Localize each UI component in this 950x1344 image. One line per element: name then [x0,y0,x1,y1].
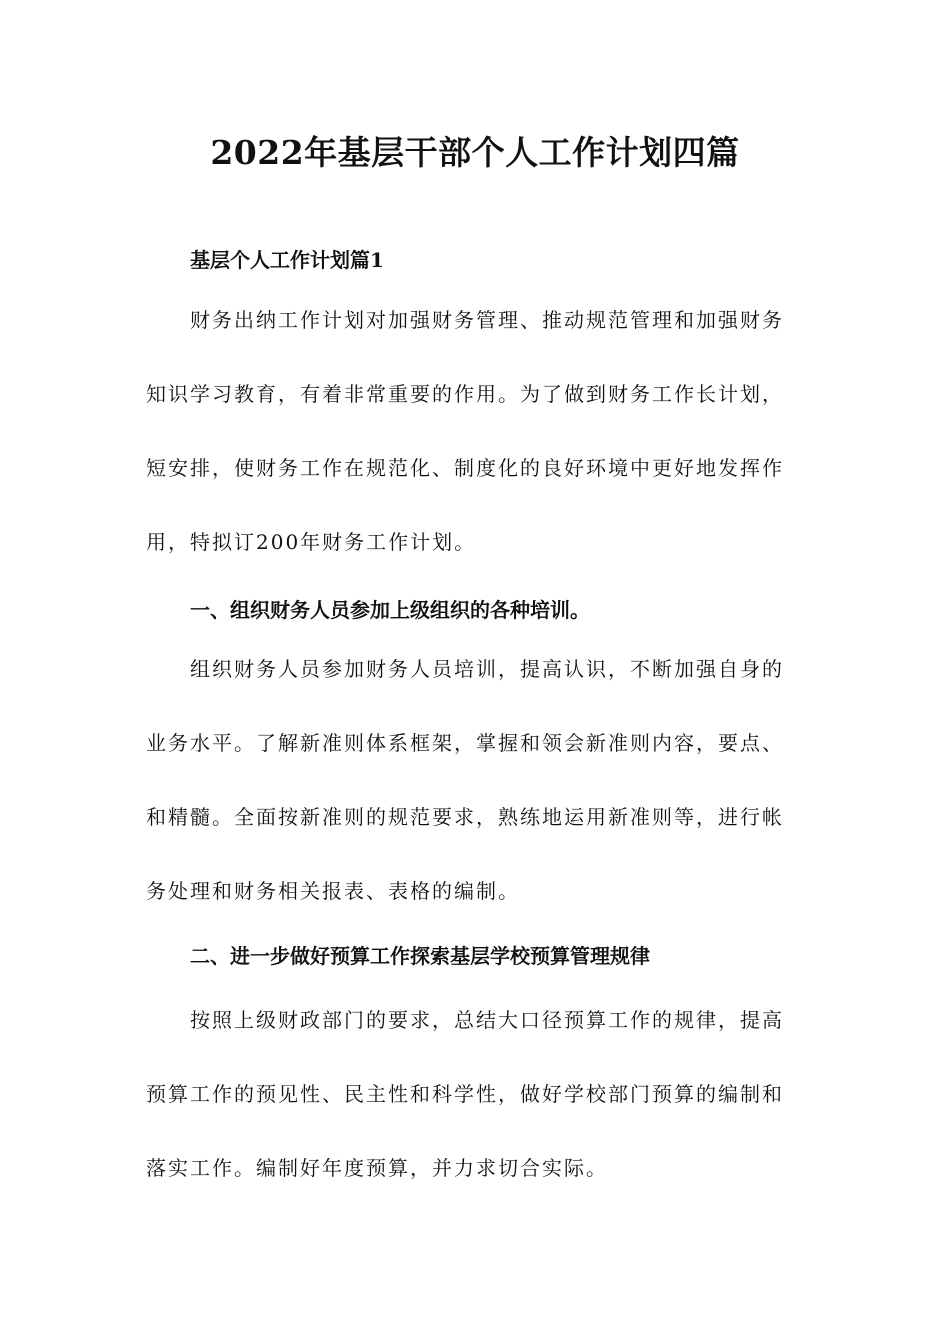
section-heading-training: 一、组织财务人员参加上级组织的各种培训。 [190,598,590,622]
section-heading-budget: 二、进一步做好预算工作探索基层学校预算管理规律 [190,944,650,968]
document-title: 2022年基层干部个人工作计划四篇 [210,133,740,172]
section-paragraph-intro: 财务出纳工作计划对加强财务管理、推动规范管理和加强财务知识学习教育，有着非常重要的作用。为了做到财务工作长计划，短安排，使财务工作在规范化、制度化的良好环境中更好地发挥作用，特拟订200年财务工作计划。 [146,308,784,554]
section-paragraph-training: 组织财务人员参加财务人员培训，提高认识，不断加强自身的业务水平。了解新准则体系框架，掌握和领会新准则内容，要点、和精髓。全面按新准则的规范要求，熟练地运用新准则等，进行帐务处理和财务相关报表、表格的编制。 [146,657,784,903]
section-heading-plan-1: 基层个人工作计划篇1 [190,248,384,272]
section-paragraph-budget: 按照上级财政部门的要求，总结大口径预算工作的规律，提高预算工作的预见性、民主性和科学性，做好学校部门预算的编制和落实工作。编制好年度预算，并力求切合实际。 [146,1008,784,1180]
